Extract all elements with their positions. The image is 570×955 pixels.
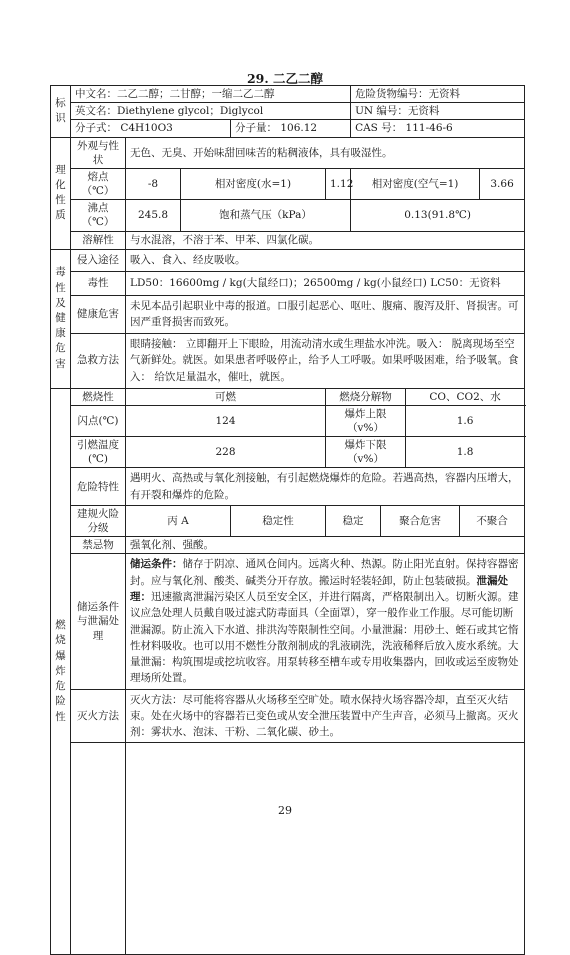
cas-number: CAS 号： 111-46-6 [351, 120, 525, 137]
extinguishing-value: 灭火方法：尽可能将容器从火场移至空旷处。喷水保持火场容器冷却，直至灭火结束。处在火场中的容器若已变色或从安全泄压装置中产生声音，必须马上撤离。灭火剂：雾状水、泡沫、干粉、二氧化碳、砂土。 [126, 689, 525, 743]
flash-point-label: 闪点(℃) [71, 405, 126, 436]
storage-leak-label: 储运条件 与泄漏处理 [71, 554, 126, 689]
toxicity-label: 毒性 [71, 271, 126, 295]
extinguishing-label: 灭火方法 [71, 689, 126, 743]
route-label: 侵入途径 [71, 249, 126, 271]
fire-class-value: 丙 A [126, 505, 231, 536]
molecular-formula: 分子式： C4H10O3 [71, 120, 231, 137]
relative-density-water-label: 相对密度(水=1) [181, 168, 326, 199]
boiling-point-value: 245.8 [126, 200, 181, 231]
route-value: 吸入、食入、经皮吸收。 [126, 249, 525, 271]
incompatible-label: 禁忌物 [71, 537, 126, 554]
stability-label: 稳定性 [231, 505, 326, 536]
hazard-characteristics-label: 危险特性 [71, 468, 126, 506]
boiling-point-label: 沸点（℃） [71, 200, 126, 231]
melting-point-label: 熔点（℃） [71, 168, 126, 199]
storage-heading: 储运条件： [130, 558, 183, 571]
flammability-label: 燃烧性 [71, 388, 126, 405]
storage-text: 储存于阴凉、通风仓间内。远离火种、热源。防止阳光直射。保持容器密封。应与氧化剂、酸类、碱类分开存放。搬运时轻装轻卸，防止包装破损。 [130, 558, 519, 587]
hazard-characteristics-value: 遇明火、高热或与氧化剂接触，有引起燃烧爆炸的危险。若遇高热，容器内压增大，有开裂和爆炸的危险。 [126, 468, 525, 506]
solubility-label: 溶解性 [71, 231, 126, 249]
chinese-name: 中文名：二乙二醇；二甘醇；一缩二乙二醇 [71, 86, 351, 103]
explosion-upper-value: 1.6 [406, 405, 525, 436]
msds-table [50, 85, 525, 955]
page-number: 29 [278, 804, 292, 817]
relative-density-air-value: 3.66 [480, 168, 525, 199]
vapor-pressure-value: 0.13(91.8℃) [351, 200, 525, 231]
blank-value-cell [126, 743, 525, 955]
explosion-lower-label: 爆炸下限（v%） [326, 437, 406, 468]
un-number: UN 编号：无资料 [351, 103, 525, 120]
health-hazard-label: 健康危害 [71, 295, 126, 333]
leak-text: 迅速撤离泄漏污染区人员至安全区，并进行隔离，严格限制出入。切断火源。建议应急处理人员戴自吸过滤式防毒面具（全面罩），穿一般作业工作服。尽可能切断泄漏源。防止流入下水道、排洪沟等限制性空间。小量泄漏：用砂土、蛭石或其它惰性材料吸收。也可以用不燃性分散剂制成的乳液刷洗，洗液稀释后放入废水系统。大量泄漏：构筑围堤或挖坑收容。用泵转移至槽车或专用收集器内，回收或运至废物处理场所处置。 [130, 590, 519, 685]
incompatible-value: 强氧化剂、强酸。 [126, 537, 525, 554]
autoignition-value: 228 [126, 437, 326, 468]
leak-heading: 泄漏处理： [130, 574, 508, 603]
appearance-value: 无色、无臭、开始味甜回味苦的粘稠液体，具有吸湿性。 [126, 137, 525, 168]
melting-point-value: -8 [126, 168, 181, 199]
appearance-label: 外观与性状 [71, 137, 126, 168]
document-title: 29. 二乙二醇 [246, 71, 324, 86]
hazard-goods-number: 危险货物编号：无资料 [351, 86, 525, 103]
polymerization-label: 聚合危害 [381, 505, 460, 536]
english-name: 英文名：Diethylene glycol；Diglycol [71, 103, 351, 120]
vapor-pressure-label: 饱和蒸气压（kPa） [181, 200, 351, 231]
combustion-products-label: 燃烧分解物 [326, 388, 406, 405]
explosion-lower-value: 1.8 [406, 437, 525, 468]
explosion-upper-label: 爆炸上限（v%） [326, 405, 406, 436]
first-aid-label: 急救方法 [71, 333, 126, 388]
storage-leak-value [126, 554, 525, 689]
section-physical-chemical: 理 化 性 质 [51, 137, 71, 249]
solubility-value: 与水混溶，不溶于苯、甲苯、四氯化碳。 [126, 231, 525, 249]
first-aid-value: 眼睛接触： 立即翻开上下眼睑，用流动清水或生理盐水冲洗。吸入： 脱离现场至空气新鲜处。就医。如果患者呼吸停止，给予人工呼吸。如果呼吸困难，给予吸氧。食入： 给饮足量温水，催吐，就医。 [126, 333, 525, 388]
blank-label-cell [71, 743, 126, 955]
relative-density-air-label: 相对密度(空气=1) [351, 168, 480, 199]
section-identification: 标 识 [51, 86, 71, 138]
health-hazard-value: 未见本品引起职业中毒的报道。口服引起恶心、呕吐、腹痛、腹泻及肝、肾损害。可因严重肾损害而致死。 [126, 295, 525, 333]
autoignition-label: 引燃温度(℃) [71, 437, 126, 468]
molecular-weight: 分子量： 106.12 [231, 120, 351, 137]
fire-class-label: 建规火险分级 [71, 505, 126, 536]
flash-point-value: 124 [126, 405, 326, 436]
combustion-products-value: CO、CO2、水 [406, 388, 525, 405]
section-fire-explosion: 燃 烧 爆 炸 危 险 性 [51, 388, 71, 955]
relative-density-water-value: 1.12 [326, 168, 351, 199]
toxicity-value: LD50：16600mg / kg(大鼠经口)；26500mg / kg(小鼠经口) LC50：无资料 [126, 271, 525, 295]
stability-value: 稳定 [326, 505, 381, 536]
flammability-value: 可燃 [126, 388, 326, 405]
polymerization-value: 不聚合 [460, 505, 525, 536]
section-toxicity-health: 毒 性 及 健 康 危 害 [51, 249, 71, 388]
